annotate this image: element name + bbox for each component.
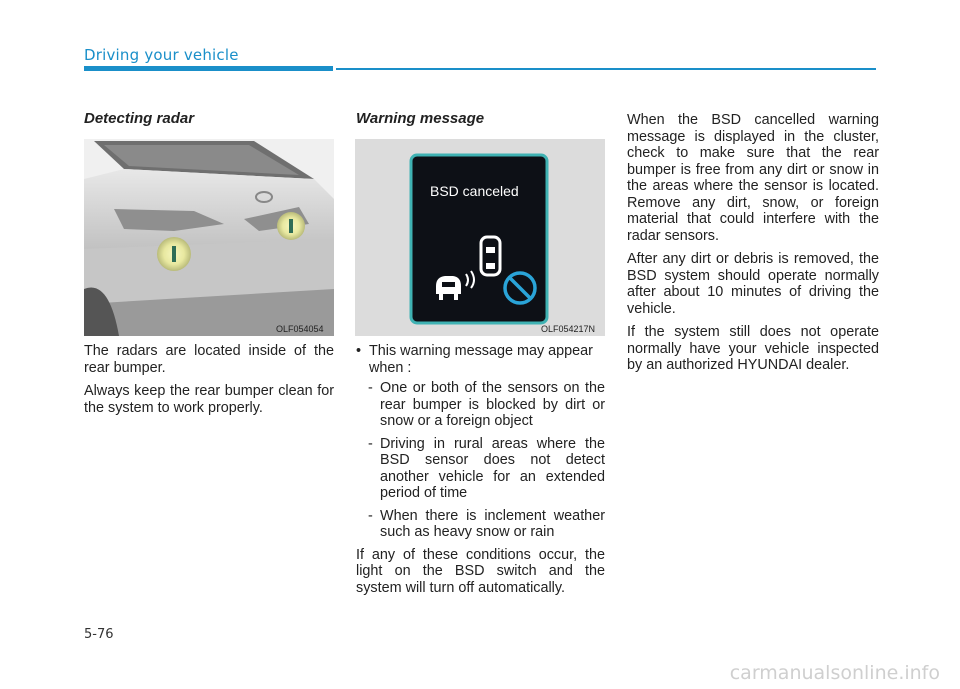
detecting-radar-heading: Detecting radar (84, 110, 195, 127)
sub-item-text: When there is inclement weather such as heavy snow or rain (380, 507, 605, 540)
sub-item-text: One or both of the sensors on the rear bumper is blocked by dirt or snow or a foreign object (380, 380, 605, 429)
dash-marker: - (368, 507, 373, 524)
sub-item-1 (356, 380, 605, 430)
dash-marker: - (368, 435, 373, 452)
section-rule-thin (336, 68, 876, 70)
right-paragraph-3: If the system still does not operate normally have your vehicle inspected by an authorized HYUNDAI dealer. (627, 324, 879, 373)
sub-item-3 (356, 508, 605, 541)
bullet-item (356, 343, 605, 376)
middle-text (356, 343, 605, 603)
right-text (627, 112, 879, 381)
cluster-message: BSD canceled (430, 183, 519, 199)
bullet-dot: • (356, 343, 362, 359)
cluster-figure (355, 139, 605, 336)
section-title: Driving your vehicle (84, 46, 239, 64)
dash-marker: - (368, 380, 373, 396)
figure-code-left: OLF054054 (276, 324, 324, 334)
left-paragraph-1: The radars are located inside of the rear bumper. (84, 343, 334, 376)
watermark: carmanualsonline.info (729, 662, 940, 684)
warning-message-heading: Warning message (356, 110, 485, 127)
figure-code-middle: OLF054217N (541, 324, 596, 334)
page-number: 5-76 (84, 627, 114, 642)
right-paragraph-1: When the BSD cancelled warning message is displayed in the cluster, check to make sure that the rear bumper is free from any dirt or snow in the areas where the sensor is located. Remove any dirt, snow, or foreign material that could interfere with the radar sensors. (627, 112, 879, 244)
car-rear-figure (84, 139, 334, 336)
sub-item-text: Driving in rural areas where the BSD sensor does not detect another vehicle for an extended period of time (380, 435, 605, 501)
sub-item-2 (356, 436, 605, 502)
middle-after-paragraph: If any of these conditions occur, the light on the BSD switch and the system will turn off automatically. (356, 546, 605, 596)
bullet-text: This warning message may appear when : (369, 343, 593, 376)
left-text (84, 343, 334, 423)
section-rule-thick (84, 66, 333, 71)
left-paragraph-2: Always keep the rear bumper clean for the system to work properly. (84, 383, 334, 416)
right-paragraph-2: After any dirt or debris is removed, the BSD system should operate normally after about 10 minutes of driving the vehicle. (627, 251, 879, 317)
